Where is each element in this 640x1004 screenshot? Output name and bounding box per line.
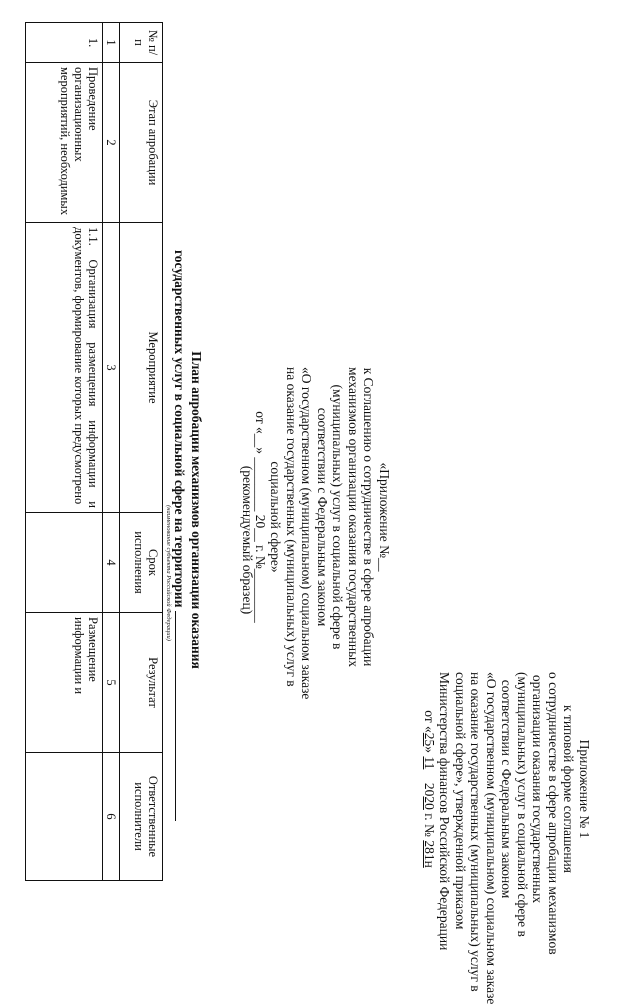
- plan-table: [25, 22, 163, 881]
- appendix-line: Приложение № 1: [577, 739, 592, 839]
- appendix-line: «О государственном (муниципальном) социальном заказе: [484, 672, 499, 1004]
- appendix-line: социальной сфере», утвержденной приказом: [453, 672, 468, 930]
- template-date-line: от «__» ________ 20__ г. №________: [253, 411, 268, 623]
- order-number: 281н: [422, 840, 437, 868]
- row-number: 1.: [26, 23, 103, 63]
- region-hint: (наименование субъекта Российской Федерации): [165, 505, 172, 641]
- date-month: 11: [422, 756, 437, 770]
- row-stage: Проведение организационных мероприятий, необходимых: [26, 63, 103, 223]
- template-line: на оказание государственных (муниципальных) услуг в: [284, 367, 299, 687]
- recommended-sample-label: (рекомендуемый образец): [240, 465, 255, 615]
- column-number: 6: [103, 753, 120, 881]
- template-line: «Приложение №__: [377, 462, 392, 572]
- row-deadline: [26, 513, 103, 613]
- template-line: социальной сфере»: [268, 461, 284, 573]
- plan-title: [171, 250, 204, 770]
- appendix-line: к типовой форме соглашения: [561, 705, 577, 873]
- column-number: 3: [103, 223, 120, 513]
- appendix-line: организации оказания государственных: [530, 674, 546, 904]
- template-line: «О государственном (муниципальном) социальном заказе: [299, 367, 315, 700]
- territory-blank: [175, 611, 188, 821]
- header-result: Результат: [120, 613, 163, 753]
- row-result: Размещение информации и: [26, 613, 103, 753]
- appendix-date-line: от «25» 11 2020 г. № 281н: [422, 710, 437, 868]
- template-line: (муниципальных) услуг в социальной сфере в: [330, 384, 346, 650]
- header-deadline: Срок исполнения: [120, 513, 163, 613]
- template-line: к Соглашению о сотрудничестве в сфере апробации: [361, 367, 377, 667]
- template-line: соответствии с Федеральным законом: [315, 407, 330, 627]
- header-responsible: Ответственные исполнители: [120, 753, 163, 881]
- column-number-row: [103, 23, 120, 881]
- appendix-line: (муниципальных) услуг в социальной сфере в: [515, 672, 530, 937]
- header-number: № п/п: [120, 23, 163, 63]
- date-year: 20: [422, 796, 437, 810]
- header-activity: Мероприятие: [120, 223, 163, 513]
- table-row: [26, 23, 103, 881]
- column-number: 5: [103, 613, 120, 753]
- appendix-line: на оказание государственных (муниципальных) услуг в: [468, 672, 484, 992]
- appendix-line: Министерства финансов Российской Федерации: [437, 672, 453, 951]
- header-stage: Этап апробации: [120, 63, 163, 223]
- row-activity: 1.1. Организация размещения информации и документов, формирование которых предусмотрено: [26, 223, 103, 513]
- date-day: 25: [422, 732, 437, 747]
- row-responsible: [26, 753, 103, 881]
- template-line: механизмов организации оказания государственных: [346, 367, 361, 667]
- table-header-row: [120, 23, 163, 881]
- appendix-line: соответствии с Федеральным законом: [499, 679, 515, 899]
- column-number: 2: [103, 63, 120, 223]
- column-number: 1: [103, 23, 120, 63]
- plan-title-line: государственных услуг в социальной сфере на территории: [171, 250, 188, 770]
- appendix-header-block: [422, 672, 593, 1004]
- appendix-template-block: [253, 367, 393, 700]
- column-number: 4: [103, 513, 120, 613]
- plan-title-line: План апробации механизмов организации оказания: [189, 351, 204, 669]
- appendix-line: о сотрудничестве в сфере апробации механизмов: [546, 672, 561, 955]
